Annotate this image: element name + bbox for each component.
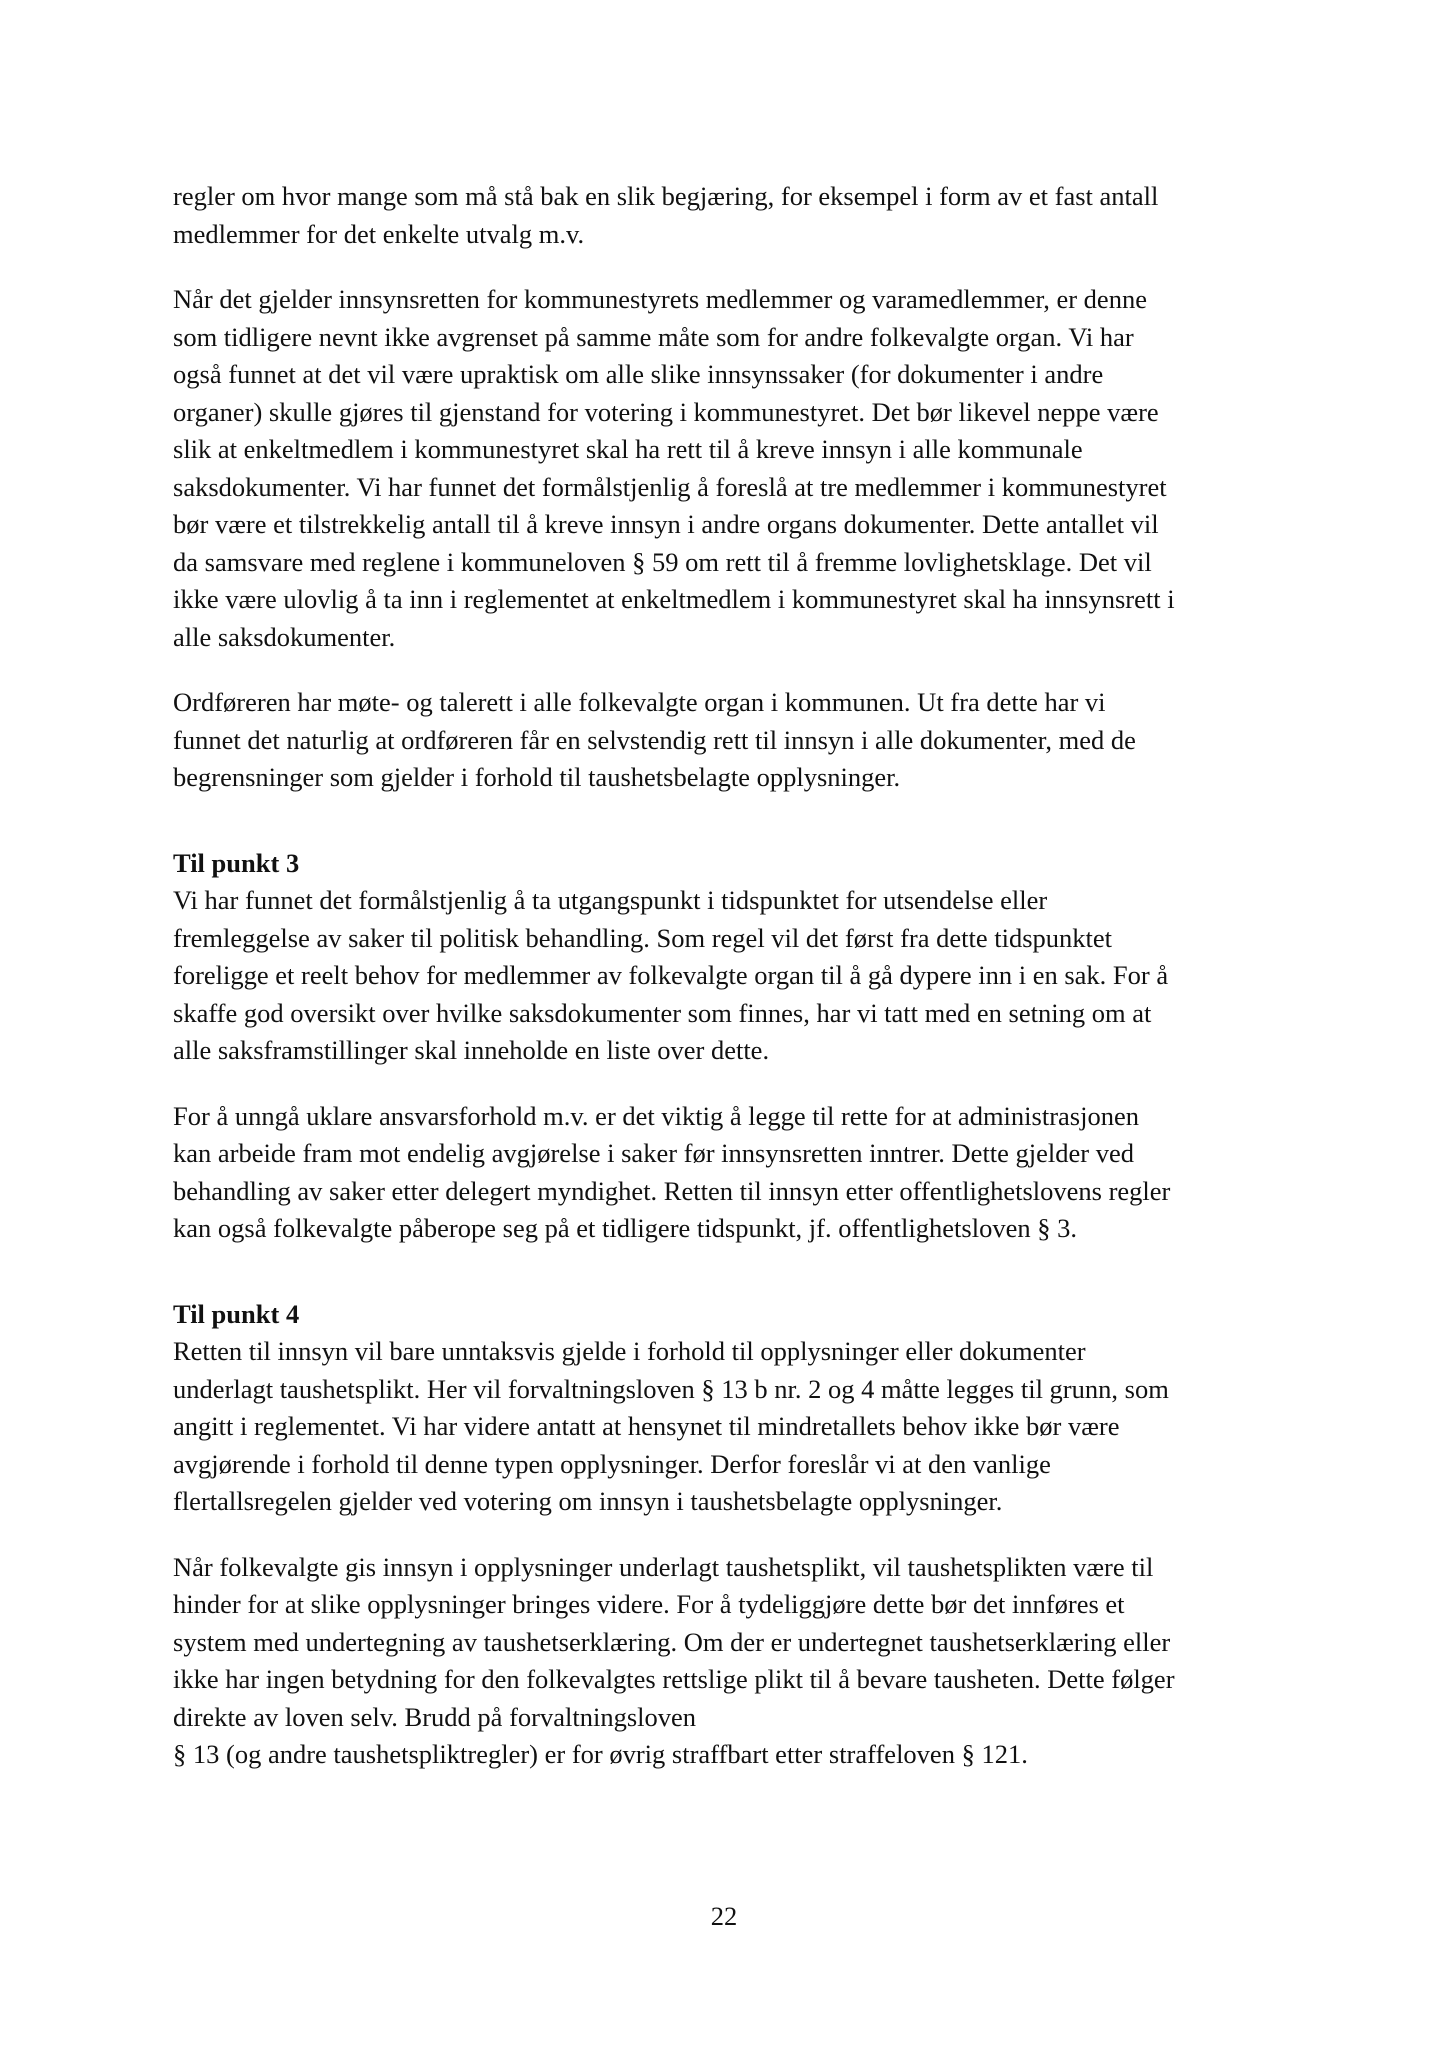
paragraph-mayor-access [173,684,1293,797]
text-line: system med undertegning av taushetserklæring. Om der er undertegnet taushetserklæring eller [173,1626,1171,1657]
text-line: begrensninger som gjelder i forhold til taushetsbelagte opplysninger. [173,762,901,792]
text-line: § 13 (og andre taushetspliktregler) er for øvrig straffbart etter straffeloven § 121. [173,1739,1028,1769]
text-line: ikke har ingen betydning for den folkevalgtes rettslige plikt til å bevare tausheten. Dette følger [173,1664,1175,1694]
section-heading: Til punkt 4 [173,1298,300,1329]
section-til-punkt-3 [173,845,1293,1248]
text-line: fremleggelse av saker til politisk behandling. Som regel vil det først fra dette tidspunktet [173,922,1113,953]
text-line: som tidligere nevnt ikke avgrenset på samme måte som for andre folkevalgte organ. Vi har [173,321,1134,352]
section-til-punkt-4 [173,1296,1293,1774]
paragraph [173,1549,1293,1774]
text-line: skaffe god oversikt over hvilke saksdokumenter som finnes, har vi tatt med en setning om at [173,997,1152,1028]
paragraph [173,882,1293,1070]
paragraph [173,1098,1293,1248]
text-line: Når folkevalgte gis innsyn i opplysninger underlagt taushetsplikt, vil taushetsplikten være til [173,1551,1154,1582]
text-line: kan arbeide fram mot endelig avgjørelse i saker før innsynsretten inntrer. Dette gjelder ved [173,1138,1135,1168]
paragraph-member-request-rules [173,178,1293,253]
text-line: funnet det naturlig at ordføreren får en selvstendig rett til innsyn i alle dokumenter, med de [173,724,1136,755]
text-line: slik at enkeltmedlem i kommunestyret skal ha rett til å kreve innsyn i alle kommunale [173,434,1083,464]
text-line: avgjørende i forhold til denne typen opplysninger. Derfor foreslår vi at den vanlige [173,1448,1051,1479]
text-line: Ordføreren har møte- og talerett i alle folkevalgte organ i kommunen. Ut fra dette har vi [173,687,1106,717]
text-line: hinder for at slike opplysninger bringes videre. For å tydeliggjøre dette bør det innføres et [173,1589,1125,1619]
text-line: organer) skulle gjøres til gjenstand for votering i kommunestyret. Det bør likevel neppe være [173,396,1159,427]
document-body [173,178,1293,1802]
text-line: Retten til innsyn vil bare unntaksvis gjelde i forhold til opplysninger eller dokumenter [173,1336,1086,1366]
text-line: da samsvare med reglene i kommuneloven § 59 om rett til å fremme lovlighetsklage. Det vil [173,546,1152,577]
text-line: også funnet at det vil være upraktisk om alle slike innsynssaker (for dokumenter i andre [173,359,1104,389]
text-line: regler om hvor mange som må stå bak en slik begjæring, for eksempel i form av et fast antall [173,181,1159,211]
text-line: flertallsregelen gjelder ved votering om innsyn i taushetsbelagte opplysninger. [173,1486,1003,1516]
page-number: 22 [710,1901,738,1931]
text-line: ikke være ulovlig å ta inn i reglementet at enkeltmedlem i kommunestyret skal ha innsynsrett i [173,584,1175,614]
section-heading: Til punkt 3 [173,847,300,878]
text-line: kan også folkevalgte påberope seg på et tidligere tidspunkt, jf. offentlighetsloven § 3. [173,1213,1077,1243]
text-line: bør være et tilstrekkelig antall til å kreve innsyn i andre organs dokumenter. Dette antallet vil [173,509,1159,539]
text-line: foreligge et reelt behov for medlemmer av folkevalgte organ til å gå dypere inn i en sak. For å [173,960,1169,990]
paragraph [173,1333,1293,1521]
text-line: angitt i reglementet. Vi har videre antatt at hensynet til mindretallets behov ikke bør være [173,1411,1120,1441]
text-line: For å unngå uklare ansvarsforhold m.v. er det viktig å legge til rette for at administrasjonen [173,1100,1139,1131]
text-line: Vi har funnet det formålstjenlig å ta utgangspunkt i tidspunktet for utsendelse eller [173,885,1048,915]
text-line: underlagt taushetsplikt. Her vil forvaltningsloven § 13 b nr. 2 og 4 måtte legges til grunn, som [173,1373,1169,1404]
text-line: alle saksframstillinger skal inneholde en liste over dette. [173,1035,770,1065]
text-line: behandling av saker etter delegert myndighet. Retten til innsyn etter offentlighetslovens regler [173,1175,1171,1206]
text-line: direkte av loven selv. Brudd på forvaltningsloven [173,1701,696,1732]
text-line: saksdokumenter. Vi har funnet det formålstjenlig å foreslå at tre medlemmer i kommunestyret [173,471,1167,502]
text-line: alle saksdokumenter. [173,621,396,652]
text-line: medlemmer for det enkelte utvalg m.v. [173,218,585,249]
text-line: Når det gjelder innsynsretten for kommunestyrets medlemmer og varamedlemmer, er denne [173,284,1147,314]
paragraph-council-access [173,281,1293,656]
